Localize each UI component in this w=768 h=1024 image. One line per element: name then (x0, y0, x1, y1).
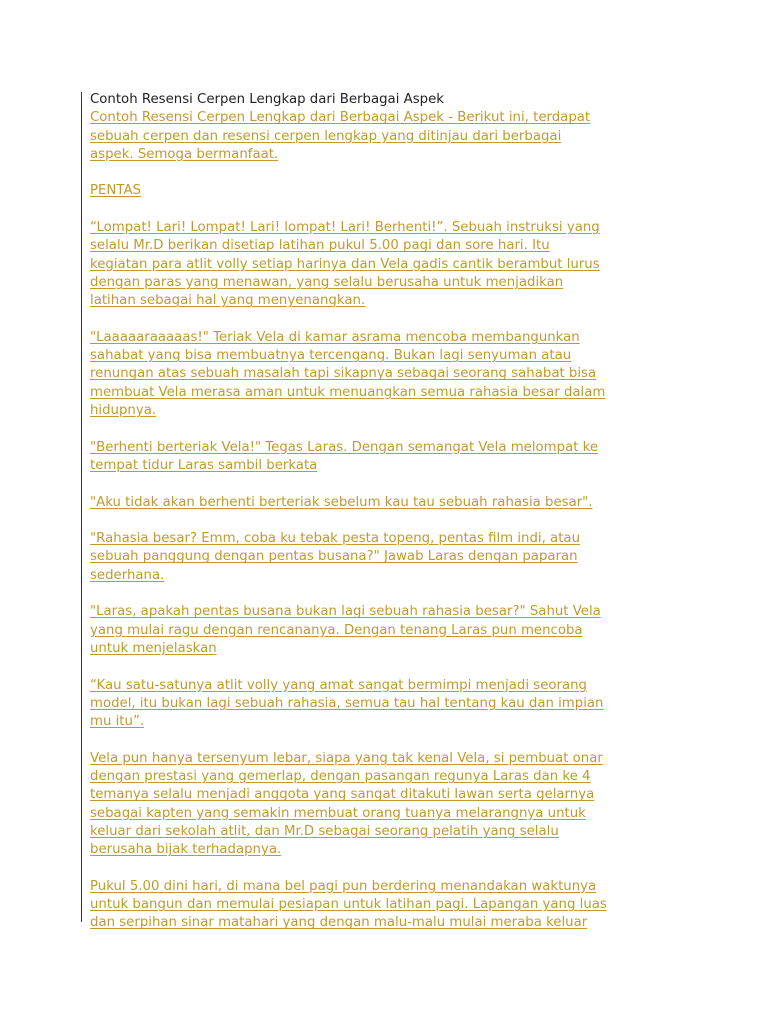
section-heading-pentas[interactable]: PENTAS (90, 183, 141, 199)
paragraph[interactable]: Vela pun hanya tersenyum lebar, siapa yang tak kenal Vela, si pembuat onar dengan prestasi yang gemerlap, dengan pasangan regunya Laras dan ke 4 temanya selalu menjadi anggota yang sangat ditakuti lawan serta gelarnya sebagai kapten yang semakin membuat orang tuanya melarangnya untuk keluar dari sekolah atlit, dan Mr.D sebagai seorang pelatih yang selalu berusaha bijak terhadapnya. (90, 750, 603, 858)
paragraph[interactable]: "Rahasia besar? Emm, coba ku tebak pesta topeng, pentas film indi, atau sebuah panggung dengan pentas busana?" Jawab Laras dengan paparan sederhana. (90, 531, 580, 583)
paragraph-intro[interactable]: Contoh Resensi Cerpen Lengkap dari Berbagai Aspek - Berikut ini, terdapat sebuah cerpen dan resensi cerpen lengkap yang ditinjau dari berbagai aspek. Semoga bermanfaat. (90, 110, 591, 162)
paragraph[interactable]: "Berhenti berteriak Vela!" Tegas Laras. Dengan semangat Vela melompat ke tempat tidur Laras sambil berkata (90, 439, 599, 473)
document-title: Contoh Resensi Cerpen Lengkap dari Berbagai Aspek (90, 92, 444, 107)
paragraph[interactable]: "Laaaaaraaaaas!" Teriak Vela di kamar asrama mencoba membangunkan sahabat yang bisa membuatnya tercengang. Bukan lagi senyuman atau renungan atas sebuah masalah tapi sikapnya sebagai seorang sahabat bisa membuat Vela merasa aman untuk menuangkan semua rahasia besar dalam hidupnya. (90, 329, 606, 419)
paragraph[interactable]: "Laras, apakah pentas busana bukan lagi sebuah rahasia besar?" Sahut Vela yang mulai ragu dengan rencananya. Dengan tenang Laras pun mencoba untuk menjelaskan (90, 604, 601, 656)
paragraph[interactable]: “Lompat! Lari! Lompat! Lari! lompat! Lari! Berhenti!”. Sebuah instruksi yang selalu Mr.D berikan disetiap latihan pukul 5.00 pagi dan sore hari. Itu kegiatan para atlit volly setiap harinya dan Vela gadis cantik berambut lurus dengan paras yang menawan, yang selalu berusaha untuk menjadikan latihan sebagai hal yang menyenangkan. (90, 220, 600, 309)
document-body (90, 91, 690, 933)
paragraph[interactable]: "Aku tidak akan berhenti berteriak sebelum kau tau sebuah rahasia besar". (90, 494, 593, 510)
paragraph[interactable]: Pukul 5.00 dini hari, di mana bel pagi pun berdering menandakan waktunya untuk bangun dan memulai pesiapan untuk latihan pagi. Lapangan yang luas dan serpihan sinar matahari yang dengan malu-malu mulai meraba keluar (90, 878, 607, 931)
paragraph[interactable]: “Kau satu-satunya atlit volly yang amat sangat bermimpi menjadi seorang model, itu bukan lagi sebuah rahasia, semua tau hal tentang kau dan impian mu itu”. (90, 677, 604, 730)
margin-rule (81, 92, 82, 922)
